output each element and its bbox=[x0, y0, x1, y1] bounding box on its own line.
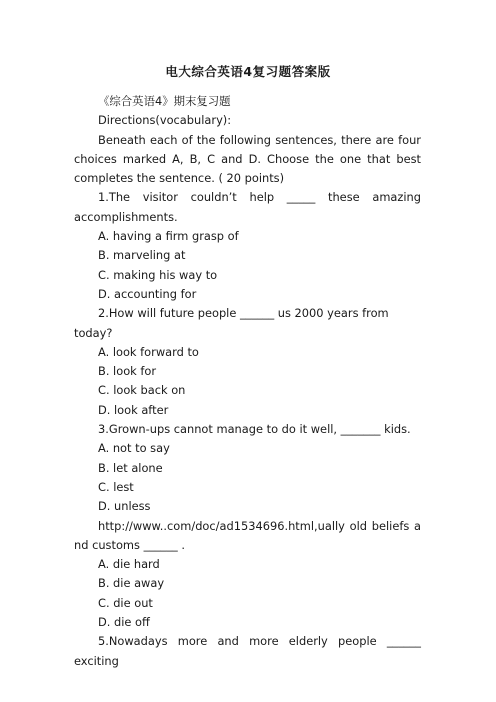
document-body bbox=[74, 92, 421, 671]
question-3: 3.Grown-ups cannot manage to do it well, _______ kids. bbox=[98, 422, 411, 437]
question-4-option-b: B. die away bbox=[98, 576, 165, 591]
question-4-option-d: D. die off bbox=[98, 615, 150, 630]
question-2-option-c: C. look back on bbox=[98, 383, 186, 398]
question-1-option-c: C. making his way to bbox=[98, 267, 218, 282]
question-4-option-a: A. die hard bbox=[98, 557, 160, 572]
question-1-option-d: D. accounting for bbox=[98, 286, 197, 301]
question-3-option-c: C. lest bbox=[98, 479, 134, 494]
exam-heading: 《综合英语4》期末复习题 bbox=[98, 94, 231, 108]
question-1: 1.The visitor couldn’t help _____ these amazing accomplishments. bbox=[74, 190, 421, 224]
question-3-option-d: D. unless bbox=[98, 499, 151, 514]
question-2-option-d: D. look after bbox=[98, 402, 169, 417]
question-4: http://www..com/doc/ad1534696.html,ually old beliefs and customs ______ . bbox=[74, 518, 421, 552]
question-1-option-b: B. marveling at bbox=[98, 248, 186, 263]
question-5: 5.Nowadays more and more elderly people ______ exciting bbox=[74, 634, 421, 668]
question-2-option-a: A. look forward to bbox=[98, 344, 199, 359]
question-2: 2.How will future people ______ us 2000 years from today? bbox=[74, 306, 389, 340]
question-1-option-a: A. having a firm grasp of bbox=[98, 229, 239, 244]
question-2-option-b: B. look for bbox=[98, 364, 157, 379]
directions-text: Beneath each of the following sentences, there are four choices marked A, B, C and D. Choose the one that best completes the sentence. ( 20 points) bbox=[74, 132, 421, 186]
document-title: 电大综合英语4复习题答案版 bbox=[165, 64, 331, 79]
question-4-option-c: C. die out bbox=[98, 595, 153, 610]
question-3-option-b: B. let alone bbox=[98, 460, 163, 475]
directions-label: Directions(vocabulary): bbox=[98, 113, 232, 128]
question-3-option-a: A. not to say bbox=[98, 441, 170, 456]
